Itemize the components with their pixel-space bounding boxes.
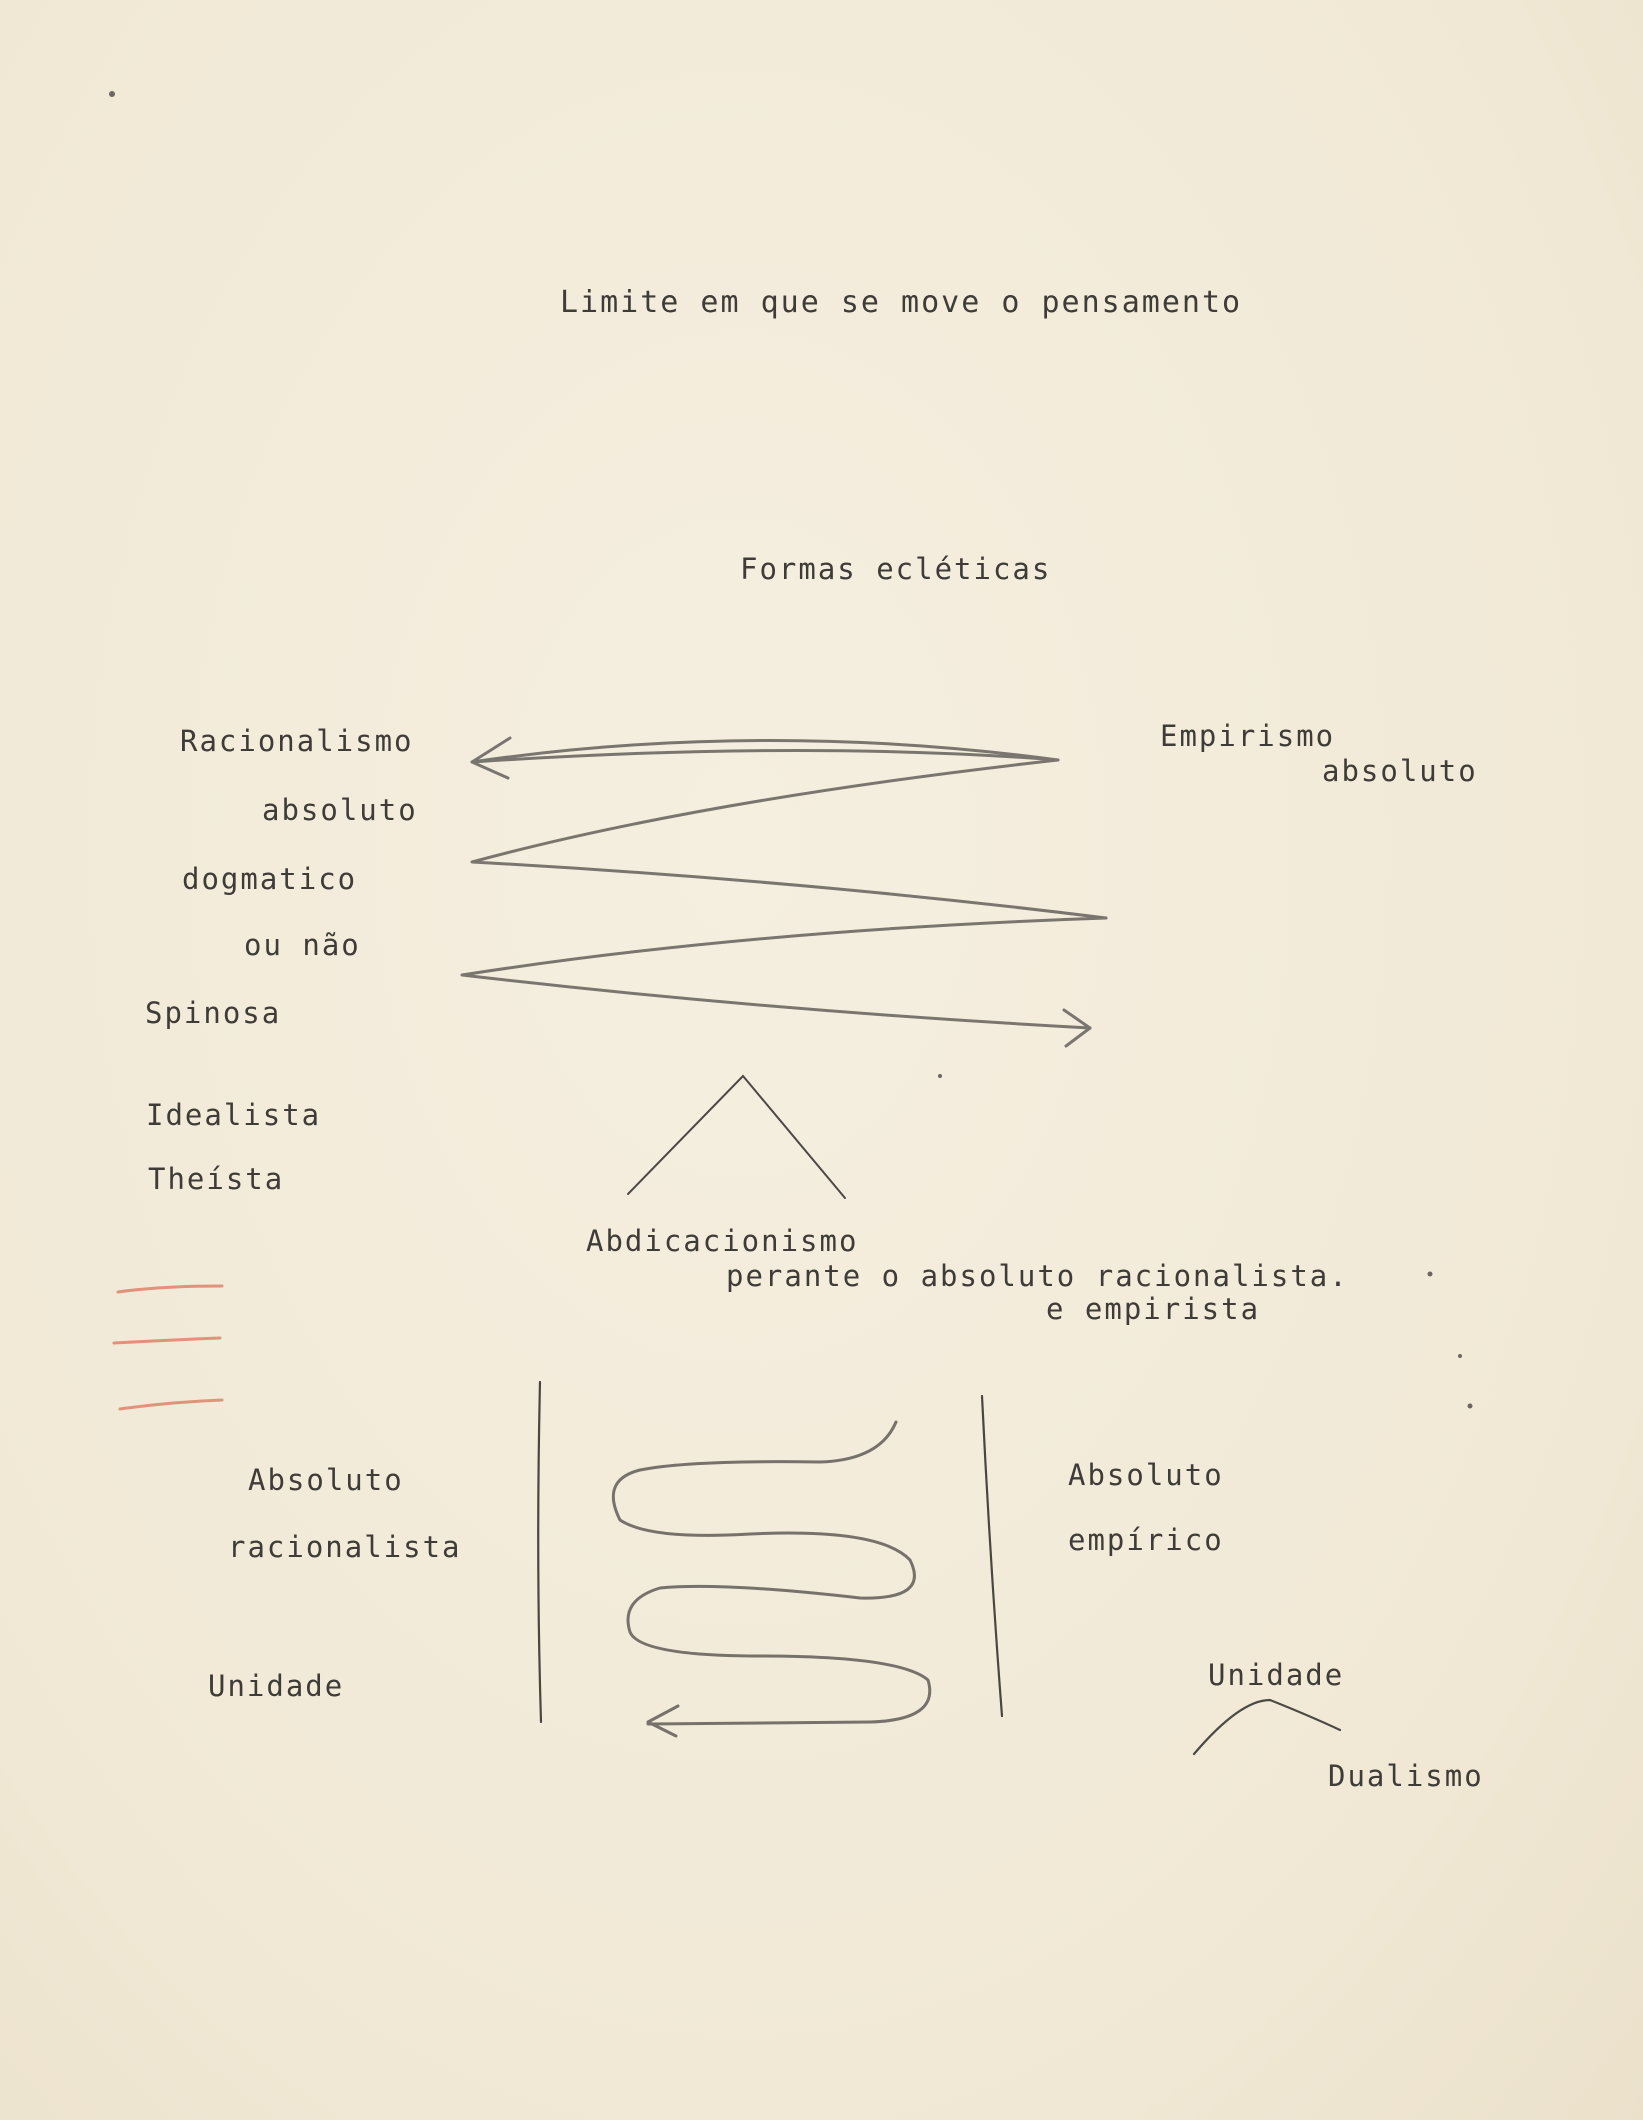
zigzag-line — [462, 918, 1106, 1028]
paper-speck — [1468, 1404, 1473, 1409]
bottom-left-unidade: Unidade — [208, 1669, 345, 1703]
bottom-right-caret — [1194, 1700, 1340, 1754]
diagram-subtitle: Formas ecléticas — [740, 552, 1052, 586]
left-label-spinosa: Spinosa — [145, 996, 282, 1030]
middle-label-perante: perante o absoluto racionalista. — [726, 1259, 1349, 1293]
left-label-ou-nao: ou não — [244, 928, 361, 962]
left-label-racionalismo: Racionalismo — [180, 724, 414, 758]
right-label-absoluto: absoluto — [1322, 754, 1478, 788]
caret-mark — [628, 1076, 845, 1198]
red-margin-mark — [118, 1286, 222, 1292]
right-vertical-bar — [982, 1396, 1002, 1716]
middle-label-abdicacionismo: Abdicacionismo — [586, 1224, 859, 1258]
serpentine-arrowhead — [648, 1706, 678, 1736]
middle-label-empirista: e empirista — [1046, 1292, 1261, 1326]
bottom-right-dualismo: Dualismo — [1328, 1759, 1484, 1793]
document-title: Limite em que se move o pensamento — [560, 285, 1243, 320]
paper-speck — [1428, 1272, 1433, 1277]
bottom-right-empirico: empírico — [1068, 1523, 1224, 1557]
left-label-theista: Theísta — [148, 1162, 285, 1196]
zigzag-line — [472, 760, 1106, 918]
paper-speck — [109, 91, 115, 97]
zigzag-line — [472, 740, 1058, 762]
bottom-right-absoluto: Absoluto — [1068, 1458, 1224, 1492]
right-label-empirismo: Empirismo — [1160, 719, 1336, 753]
bottom-left-absoluto: Absoluto — [248, 1463, 404, 1497]
left-label-absoluto: absoluto — [262, 793, 418, 827]
paper-speck — [938, 1074, 942, 1078]
serpentine-line — [613, 1422, 929, 1724]
bottom-right-unidade: Unidade — [1208, 1658, 1345, 1692]
paper-speck — [1458, 1354, 1462, 1358]
left-vertical-bar — [538, 1382, 541, 1722]
bottom-left-racionalista: racionalista — [228, 1530, 462, 1564]
left-label-dogmatico: dogmatico — [182, 862, 358, 896]
red-margin-mark — [114, 1338, 220, 1343]
red-margin-mark — [120, 1400, 222, 1409]
left-label-idealista: Idealista — [146, 1098, 322, 1132]
